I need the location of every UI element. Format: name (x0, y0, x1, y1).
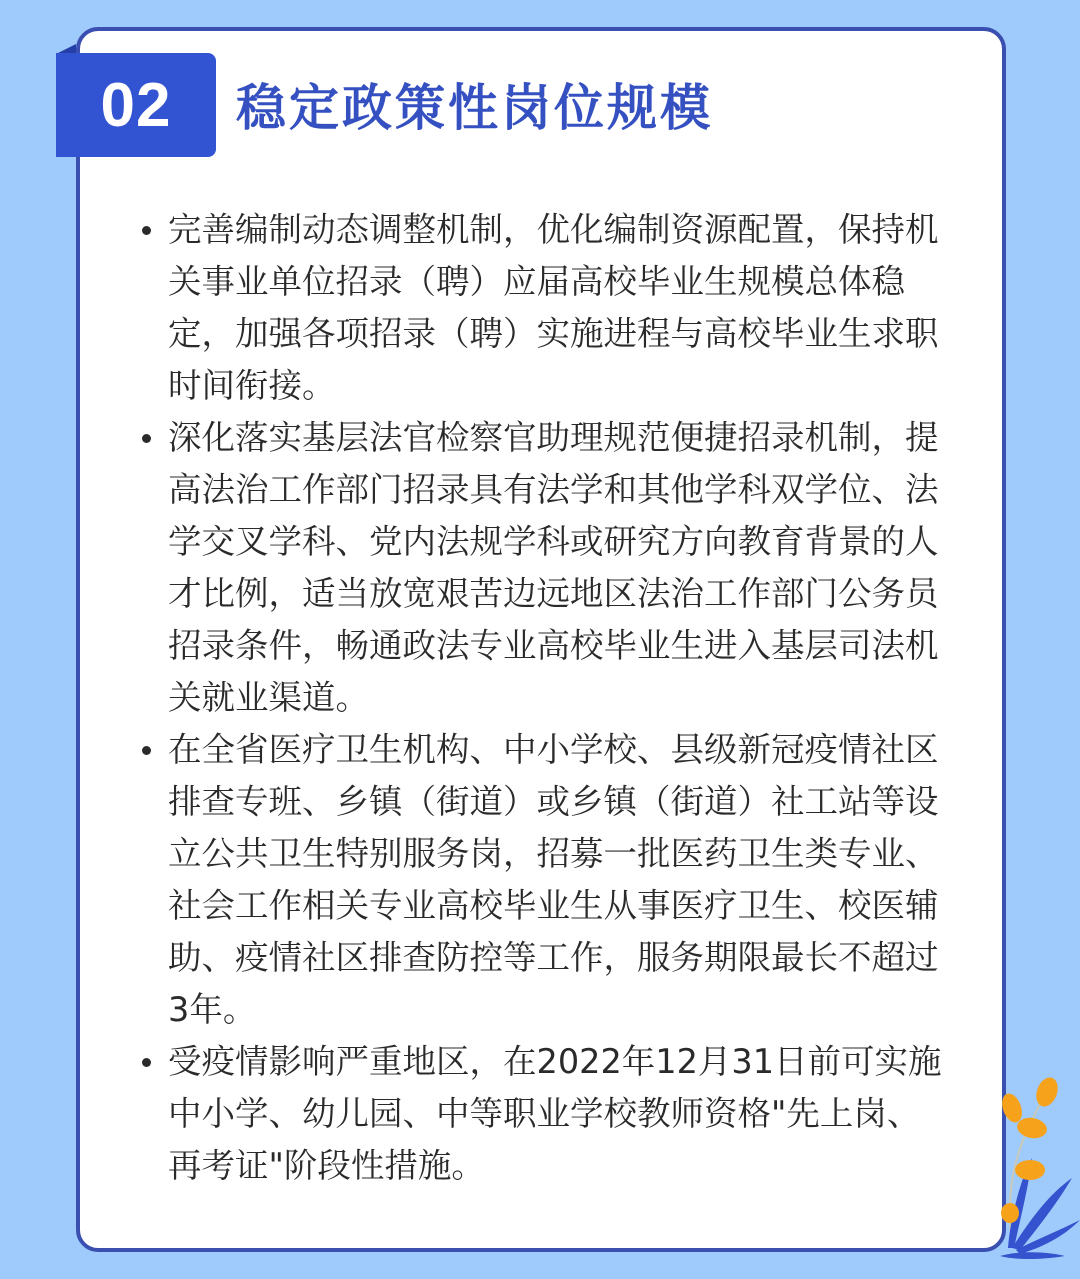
text-line: 定，加强各项招录（聘）实施进程与高校毕业生求职 (168, 314, 939, 353)
text-line: 3年。 (168, 990, 257, 1029)
text-line: 社会工作相关专业高校毕业生从事医疗卫生、校医辅 (168, 886, 939, 925)
list-item (140, 412, 970, 724)
bullet-icon (142, 226, 151, 235)
bullet-icon (142, 434, 151, 443)
text-line: 高法治工作部门招录具有法学和其他学科双学位、法 (168, 470, 939, 509)
text-line: 学交叉学科、党内法规学科或研究方向教育背景的人 (168, 522, 939, 561)
bullet-list (140, 204, 970, 1192)
text-line: 招录条件，畅通政法专业高校毕业生进入基层司法机 (168, 626, 939, 665)
text-line: 在全省医疗卫生机构、中小学校、县级新冠疫情社区 (168, 730, 939, 769)
bullet-icon (142, 1058, 151, 1067)
text-line: 助、疫情社区排查防控等工作，服务期限最长不超过 (168, 938, 939, 977)
bullet-icon (142, 746, 151, 755)
text-line: 关事业单位招录（聘）应届高校毕业生规模总体稳 (168, 262, 905, 301)
text-line: 再考证"阶段性措施。 (168, 1146, 485, 1185)
text-line: 排查专班、乡镇（街道）或乡镇（街道）社工站等设 (168, 782, 939, 821)
section-number-badge: 02 (56, 53, 216, 157)
text-line: 完善编制动态调整机制，优化编制资源配置，保持机 (168, 210, 939, 249)
text-line: 才比例，适当放宽艰苦边远地区法治工作部门公务员 (168, 574, 939, 613)
list-item (140, 1036, 970, 1192)
text-line: 受疫情影响严重地区，在2022年12月31日前可实施 (168, 1042, 942, 1081)
list-item (140, 204, 970, 412)
section-title: 稳定政策性岗位规模 (236, 79, 713, 137)
text-line: 关就业渠道。 (168, 678, 369, 717)
text-line: 立公共卫生特别服务岗，招募一批医药卫生类专业、 (168, 834, 939, 873)
text-line: 中小学、幼儿园、中等职业学校教师资格"先上岗、 (168, 1094, 921, 1133)
plant-decoration-icon (990, 1070, 1080, 1260)
text-line: 时间衔接。 (168, 366, 336, 405)
list-item (140, 724, 970, 1036)
text-line: 深化落实基层法官检察官助理规范便捷招录机制，提 (168, 418, 939, 457)
